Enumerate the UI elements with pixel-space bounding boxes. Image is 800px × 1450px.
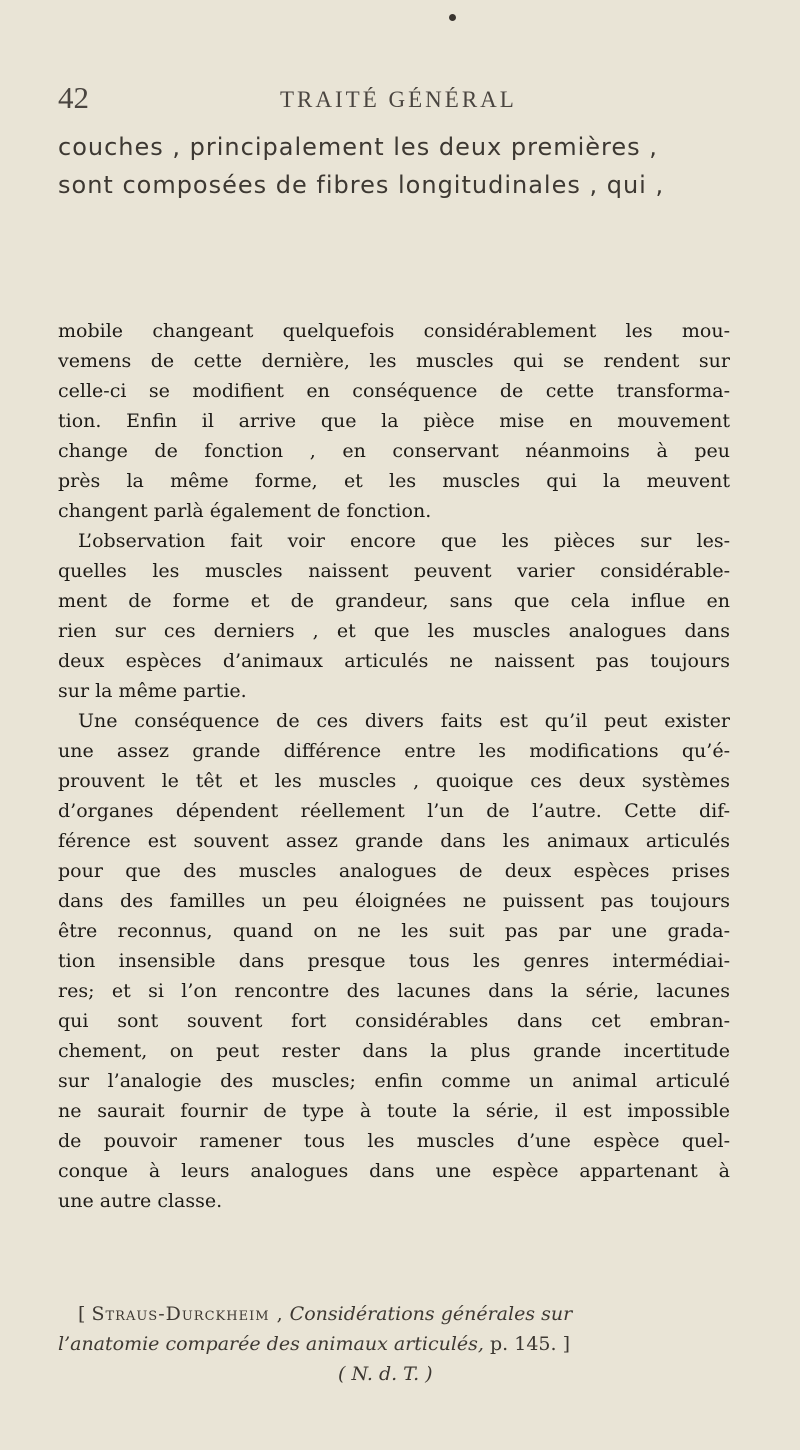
text-line: ne saurait fournir de type à toute la série, il est impossible <box>58 1100 730 1122</box>
top-text-fragment <box>58 128 738 204</box>
text-line: celle-ci se modifient en conséquence de cette transforma- <box>58 380 730 402</box>
text-line: tion. Enfin il arrive que la pièce mise en mouvement <box>58 410 730 432</box>
fragment-line: sont composées de fibres longitudinales , qui , <box>58 171 665 199</box>
text-line: rien sur ces derniers , et que les muscles analogues dans <box>58 620 730 642</box>
citation-page-ref: p. 145. ] <box>490 1333 570 1355</box>
text-line: Une conséquence de ces divers faits est qu’il peut exister <box>78 710 730 732</box>
body-text <box>58 316 730 1216</box>
text-line: une assez grande différence entre les modifications qu’é- <box>58 740 730 762</box>
text-line: quelles les muscles naissent peuvent varier considérable- <box>58 560 730 582</box>
citation-title-part1: Considérations générales sur <box>289 1303 573 1325</box>
running-head: TRAITÉ GÉNÉRAL <box>280 87 517 112</box>
citation-author: Straus-Durckheim , <box>91 1303 284 1325</box>
text-line: chement, on peut rester dans la plus grande incertitude <box>58 1040 730 1062</box>
page-number: 42 <box>58 80 89 115</box>
text-line: res; et si l’on rencontre des lacunes dans la série, lacunes <box>58 980 730 1002</box>
fragment-line: couches , principalement les deux premières , <box>58 133 658 161</box>
text-line: ment de forme et de grandeur, sans que cela influe en <box>58 590 730 612</box>
text-line: changent parlà également de fonction. <box>58 500 432 522</box>
text-line: deux espèces d’animaux articulés ne naissent pas toujours <box>58 650 730 672</box>
text-line: férence est souvent assez grande dans les animaux articulés <box>58 830 730 852</box>
text-line: change de fonction , en conservant néanmoins à peu <box>58 440 730 462</box>
translator-note-signature: ( N. d. T. ) <box>338 1363 433 1385</box>
text-line: prouvent le têt et les muscles , quoique ces deux systèmes <box>58 770 730 792</box>
text-line: conque à leurs analogues dans une espèce appartenant à <box>58 1160 730 1182</box>
citation-line-2 <box>58 1329 738 1359</box>
text-line: sur l’analogie des muscles; enfin comme un animal articulé <box>58 1070 730 1092</box>
text-line: une autre classe. <box>58 1190 223 1212</box>
page-header <box>58 80 758 120</box>
citation-title-part2: l’anatomie comparée des animaux articulés, <box>58 1333 484 1355</box>
text-line: être reconnus, quand on ne les suit pas par une grada- <box>58 920 730 942</box>
ink-dot <box>449 14 456 21</box>
text-line: dans des familles un peu éloignées ne puissent pas toujours <box>58 890 730 912</box>
text-line: de pouvoir ramener tous les muscles d’une espèce quel- <box>58 1130 730 1152</box>
text-line: qui sont souvent fort considérables dans cet embran- <box>58 1010 730 1032</box>
citation-open-bracket: [ <box>78 1303 86 1325</box>
citation-line-1 <box>78 1299 738 1329</box>
text-line: L’observation fait voir encore que les pièces sur les- <box>78 530 730 552</box>
text-line: d’organes dépendent réellement l’un de l’autre. Cette dif- <box>58 800 730 822</box>
text-line: tion insensible dans presque tous les genres intermédiai- <box>58 950 730 972</box>
text-line: vemens de cette dernière, les muscles qui se rendent sur <box>58 350 730 372</box>
text-line: mobile changeant quelquefois considérablement les mou- <box>58 320 730 342</box>
text-line: près la même forme, et les muscles qui la meuvent <box>58 470 730 492</box>
text-line: sur la même partie. <box>58 680 247 702</box>
citation <box>58 1299 738 1389</box>
text-line: pour que des muscles analogues de deux espèces prises <box>58 860 730 882</box>
